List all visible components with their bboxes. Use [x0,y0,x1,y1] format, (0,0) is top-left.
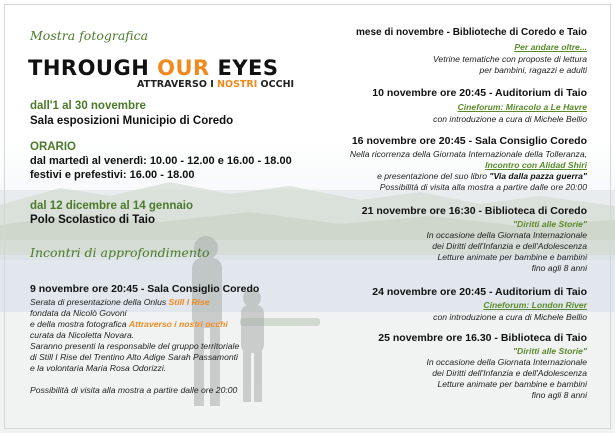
venue-taio: Polo Scolastico di Taio [30,214,156,226]
event-10-novembre-title: 10 novembre ore 20:45 - Auditorium di Taio [372,87,587,99]
event-16-line-1: Nella ricorrenza della Giornata Internazionale della Tolleranza, [349,149,587,159]
dates-taio: dal 12 dicembre al 14 gennaio [30,200,193,212]
event-9-line-5: Saranno presenti la responsabile del gruppo territoriale [30,341,240,351]
event-novembre-title: mese di novembre - Biblioteche di Coredo e Taio [356,27,587,38]
event-21-link: "Diritti alle Storie" [512,219,587,229]
event-novembre-line-2: per bambini, ragazzi e adulti [479,65,587,75]
event-9-line-7: e la volontaria Maria Rosa Odorizzi. [30,363,167,373]
event-10-link: Cineforum: Miracolo a Le Havre [457,102,587,112]
event-16-line-2: e presentazione del suo libro "Via dalla pazza guerra" [377,171,587,181]
event-21-line-2: dei Diritti dell'Infanzia e dell'Adolescenza [432,241,587,251]
main-title: THROUGH OUR EYES [28,56,279,80]
orario-label: ORARIO [30,141,76,153]
venue-coredo: Sala esposizioni Municipio di Coredo [30,115,234,127]
event-21-line-4: fino agli 8 anni [531,263,587,273]
event-9-note: Possibilità di visita alla mostra a partire dalle ore 20:00 [30,385,238,395]
event-24-line-1: con introduzione a cura di Michele Bellio [433,312,587,322]
event-24-link: Cineforum: London River [483,300,587,310]
kicker-mostra-fotografica: Mostra fotografica [30,28,149,43]
event-25-line-3: Letture animate per bambine e bambini [437,379,587,389]
event-9-novembre-title: 9 novembre ore 20:45 - Sala Consiglio Coredo [30,283,260,295]
event-21-line-3: Letture animate per bambine e bambini [437,252,587,262]
event-21-line-1: In occasione della Giornata Internazionale [426,230,587,240]
event-9-line-4: curata da Nicoletta Novara. [30,330,135,340]
event-16-novembre-title: 16 novembre ore 20:45 - Sala Consiglio Coredo [351,135,587,147]
subtitle: ATTRAVERSO I NOSTRI OCCHI [137,79,295,90]
event-16-link: Incontro con Alidad Shiri [485,160,587,170]
event-25-novembre-title: 25 novembre ore 16.30 - Biblioteca di Taio [378,332,587,344]
event-9-line-2: fondata da Nicolò Govoni [30,308,127,318]
event-16-line-3: Possibilità di visita alla mostra a partire dalle ore 20:00 [379,182,587,192]
event-10-line-1: con introduzione a cura di Michele Bellio [433,114,587,124]
event-25-link: "Diritti alle Storie" [512,346,587,356]
event-novembre-link: Per andare oltre... [514,42,587,52]
event-25-line-4: fino agli 8 anni [531,390,587,400]
dates-coredo: dall'1 al 30 novembre [30,100,146,112]
event-9-line-1: Serata di presentazione della Onlus Still I Rise [30,297,210,307]
event-24-novembre-title: 24 novembre ore 20:45 - Auditorium di Taio [372,286,587,298]
event-novembre-line-1: Vetrine tematiche con proposte di lettura [433,54,587,64]
section-incontri: Incontri di approfondimento [30,245,210,260]
event-25-line-2: dei Diritti dell'Infanzia e dell'Adolescenza [432,368,587,378]
event-21-novembre-title: 21 novembre ore 16:30 - Biblioteca di Coredo [361,205,587,217]
event-9-line-6: di Still I Rise del Trentino Alto Adige Sarah Passamonti [30,352,238,362]
event-9-line-3: e della mostra fotografica Attraverso i nostri occhi [30,319,228,329]
orario-line-1: dal martedì al venerdì: 10.00 - 12.00 e 16.00 - 18.00 [30,155,292,167]
event-25-line-1: In occasione della Giornata Internazionale [426,357,587,367]
orario-line-2: festivi e prefestivi: 16.00 - 18.00 [30,169,195,181]
